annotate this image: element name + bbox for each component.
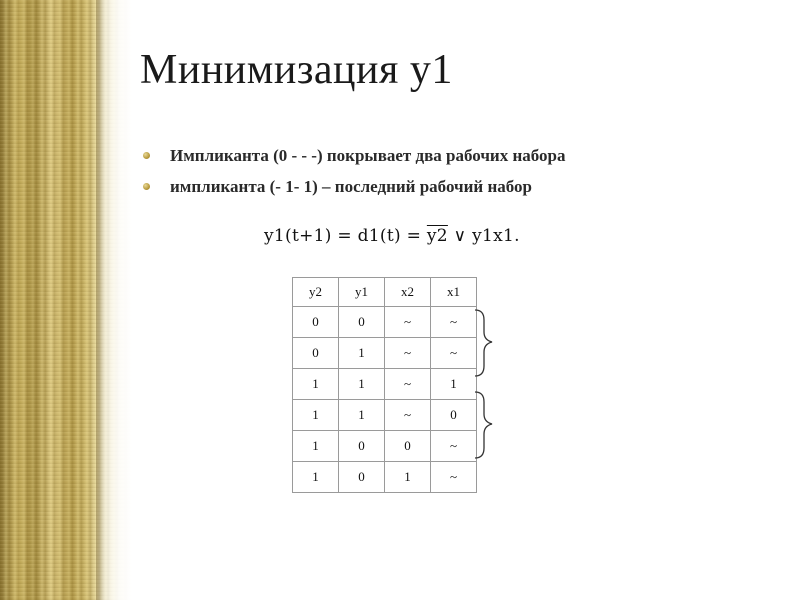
bullet-text: Импликанта (0 - - -) покрывает два рабочих набора xyxy=(170,146,566,165)
decorative-border-shadow xyxy=(96,0,106,600)
bullet-list xyxy=(140,140,566,202)
table-cell: 0 xyxy=(339,431,385,462)
table-row xyxy=(293,400,477,431)
table-cell: 0 xyxy=(293,307,339,338)
table-cell: ~ xyxy=(431,338,477,369)
right-brace-bottom xyxy=(475,392,492,458)
table-cell: 0 xyxy=(339,462,385,493)
bullet-icon xyxy=(143,152,150,159)
column-header: y1 xyxy=(339,278,385,307)
table-cell: 1 xyxy=(339,338,385,369)
table-cell: ~ xyxy=(431,431,477,462)
table-row xyxy=(293,431,477,462)
bullet-text: импликанта (- 1- 1) – последний рабочий набор xyxy=(170,177,532,196)
table-cell: 1 xyxy=(385,462,431,493)
table-cell: 0 xyxy=(293,338,339,369)
table-row xyxy=(293,462,477,493)
formula-negated-term: y2 xyxy=(426,226,448,246)
table-cell: 1 xyxy=(293,431,339,462)
table-cell: 1 xyxy=(339,369,385,400)
slide-title: Минимизация y1 xyxy=(140,47,453,93)
table-cell: 0 xyxy=(385,431,431,462)
formula xyxy=(264,226,520,246)
table-row xyxy=(293,338,477,369)
table-cell: 0 xyxy=(431,400,477,431)
right-brace-top xyxy=(475,310,492,376)
formula-lhs: y1(t+1) = d1(t) = xyxy=(264,226,427,246)
table-cell: 1 xyxy=(339,400,385,431)
table-row xyxy=(293,307,477,338)
bullet-item xyxy=(140,171,566,202)
bullet-icon xyxy=(143,183,150,190)
table-cell: ~ xyxy=(385,369,431,400)
column-header: x2 xyxy=(385,278,431,307)
table-cell: 1 xyxy=(293,462,339,493)
table-cell: 0 xyxy=(339,307,385,338)
grouping-braces xyxy=(470,300,510,470)
column-header: x1 xyxy=(431,278,477,307)
bullet-item xyxy=(140,140,566,171)
table-cell: 1 xyxy=(293,369,339,400)
formula-rhs: ∨ y1x1. xyxy=(453,226,520,246)
table-cell: ~ xyxy=(385,400,431,431)
table-cell: 1 xyxy=(293,400,339,431)
table-cell: ~ xyxy=(431,462,477,493)
truth-table xyxy=(292,277,477,493)
table-cell: 1 xyxy=(431,369,477,400)
table-cell: ~ xyxy=(385,338,431,369)
table-cell: ~ xyxy=(385,307,431,338)
column-header: y2 xyxy=(293,278,339,307)
table-row xyxy=(293,369,477,400)
decorative-gold-border xyxy=(0,0,132,600)
table-cell: ~ xyxy=(431,307,477,338)
table-header-row xyxy=(293,278,477,307)
